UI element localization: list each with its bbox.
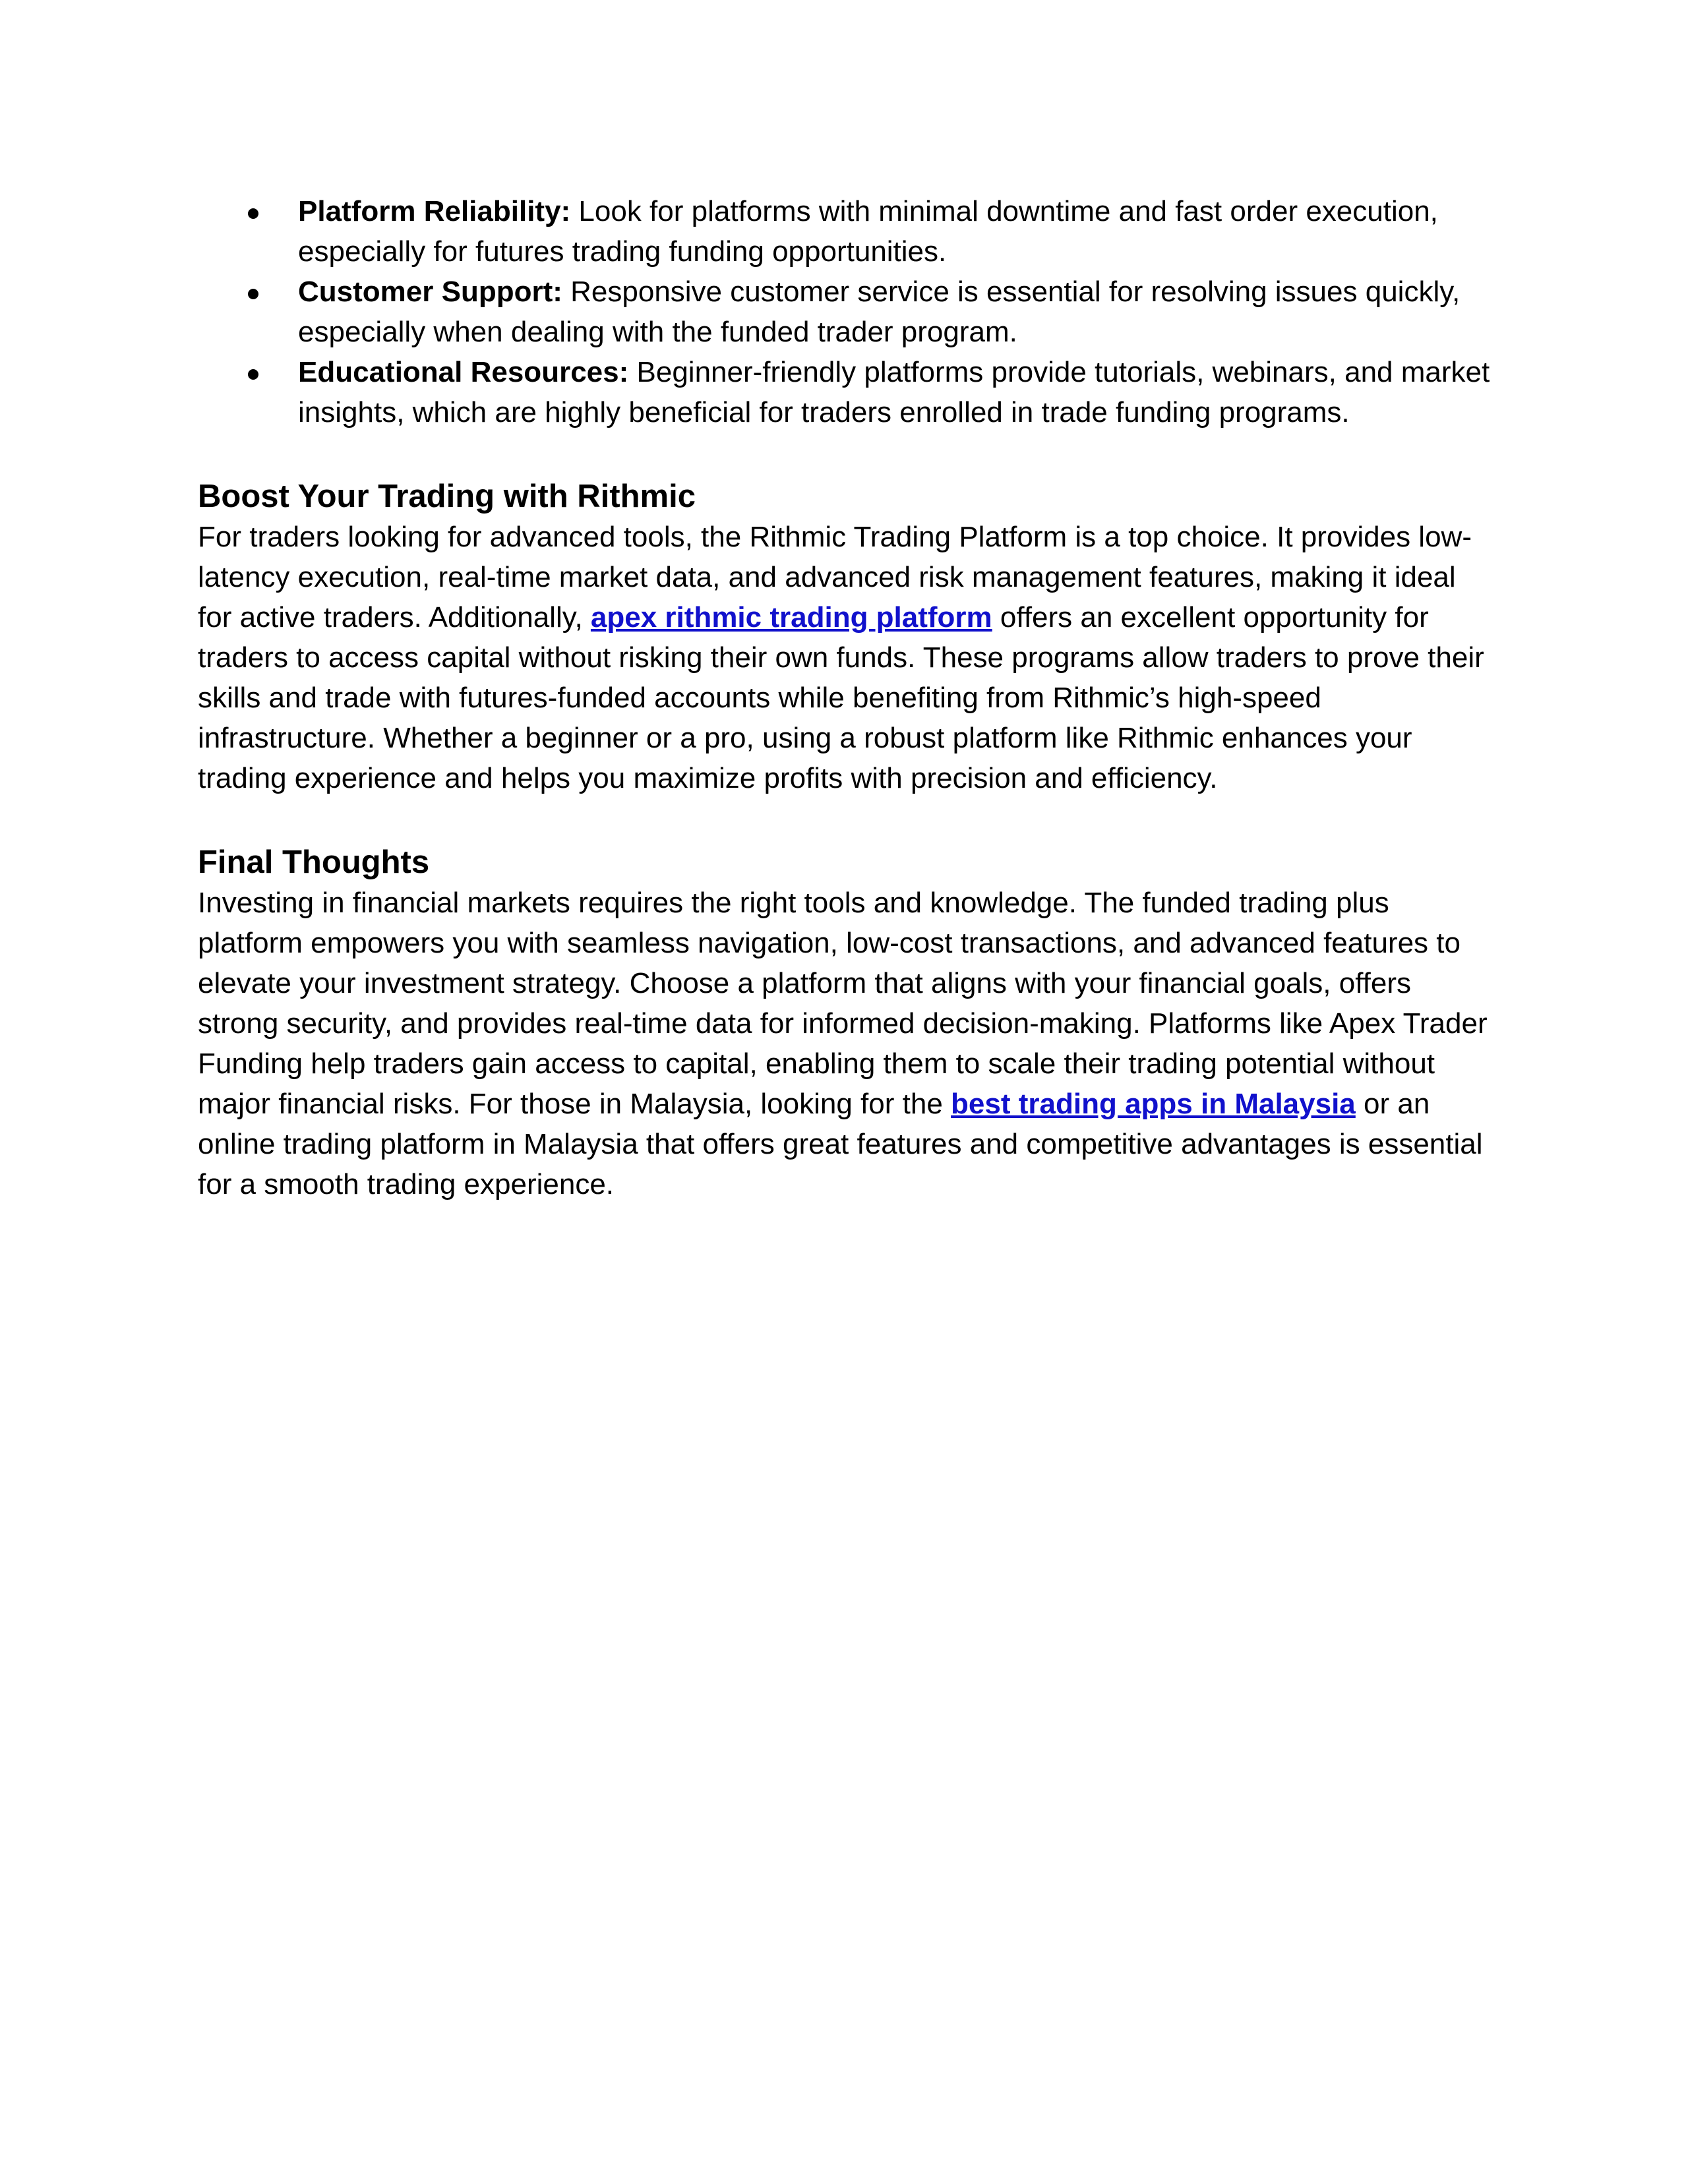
bullet-dot-icon [248,289,258,299]
document-page [198,191,1490,1204]
section-heading-rithmic: Boost Your Trading with Rithmic [198,479,696,514]
bullet-lead: Platform Reliability: [298,195,571,227]
paragraph-text: offers an excellent opportunity for traders to access capital without risking their own funds. These programs allow traders to prove their skills and trade with futures-funded accounts while benefiting from Rithmic’s high-speed infrastructure. Whether a beginner or a pro, using a robust platform like Rithmic enhances your trading experience and helps you maximize profits with precision and efficiency. [198,601,1484,794]
paragraph-text: or an online trading platform in Malaysia that offers great features and competitive advantages is essential for a smooth trading experience. [198,1088,1483,1200]
bullet-text: Responsive customer service is essential for resolving issues quickly, especially when dealing with the funded trader program. [298,276,1461,348]
section-final-thoughts [198,842,1490,1204]
bullet-lead: Customer Support: [298,276,562,308]
bullet-item-educational-resources [198,352,1490,432]
section-heading-final-thoughts: Final Thoughts [198,844,430,880]
bullet-dot-icon [248,369,258,380]
bullet-item-customer-support [198,272,1490,352]
bullet-lead: Educational Resources: [298,356,629,388]
bullet-text: Look for platforms with minimal downtime and fast order execution, especially for futures trading funding opportunities. [298,195,1438,268]
paragraph-text: For traders looking for advanced tools, the Rithmic Trading Platform is a top choice. It provides low-latency execution, real-time market data, and advanced risk management features, making it ideal for active traders. Additionally, [198,521,1472,634]
apex-rithmic-link[interactable]: apex rithmic trading platform [590,601,992,634]
section-paragraph-rithmic [198,517,1490,798]
section-paragraph-final-thoughts [198,883,1490,1204]
paragraph-text: Investing in financial markets requires the right tools and knowledge. The funded trading plus platform empowers you with seamless navigation, low-cost transactions, and advanced features to elevate your investment strategy. Choose a platform that aligns with your financial goals, offers strong security, and provides real-time data for informed decision-making. Platforms like Apex Trader Funding help traders gain access to capital, enabling them to scale their trading potential without major financial risks. For those in Malaysia, looking for the [198,887,1488,1120]
features-bullet-list [198,191,1490,432]
bullet-text: Beginner-friendly platforms provide tutorials, webinars, and market insights, which are highly beneficial for traders enrolled in trade funding programs. [298,356,1490,428]
section-rithmic [198,477,1490,798]
best-trading-apps-link[interactable]: best trading apps in Malaysia [951,1088,1356,1120]
bullet-dot-icon [248,208,258,219]
bullet-item-platform-reliability [198,191,1490,272]
